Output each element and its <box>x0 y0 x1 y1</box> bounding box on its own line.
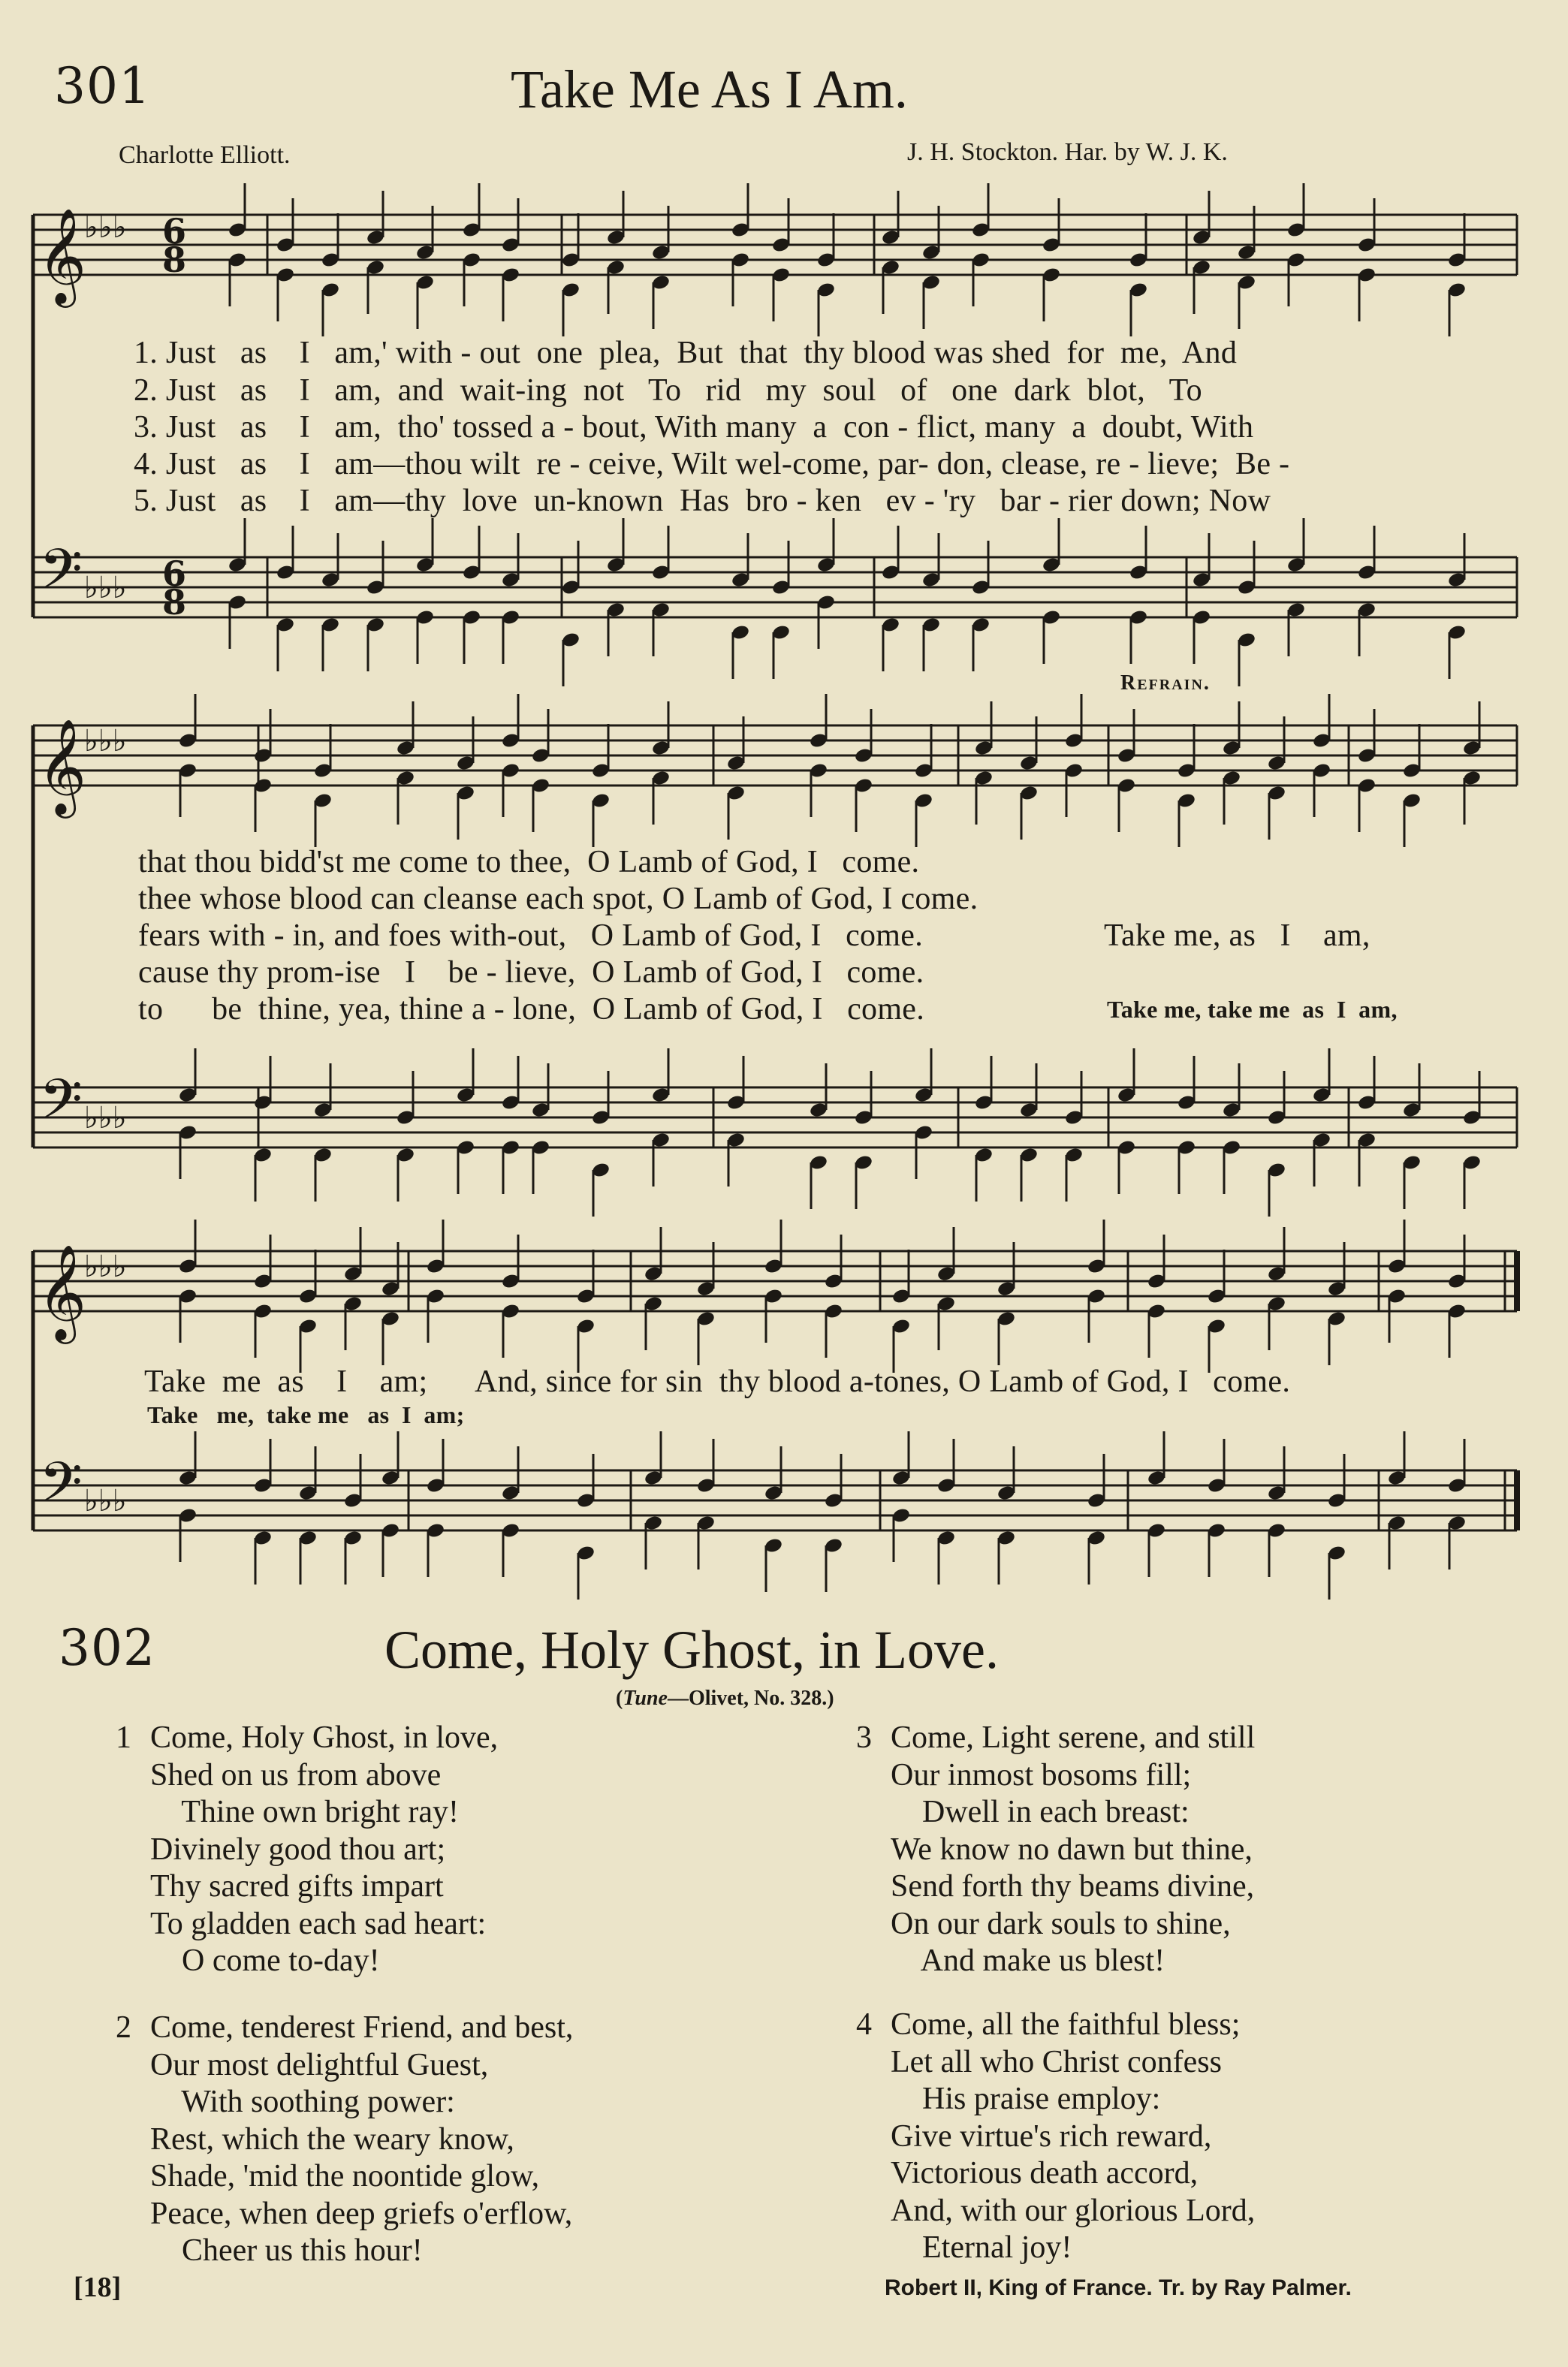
treble-clef-icon: 𝄞 <box>38 207 87 303</box>
stanza-line: Send forth thy beams divine, <box>891 1869 1255 1904</box>
stanza-line: Come, tenderest Friend, and best, <box>150 2010 574 2045</box>
hymn-302-tune-reference <box>616 1687 834 1711</box>
stanza-3 <box>856 1720 1256 1980</box>
hymn-301-music-credit: J. H. Stockton. Har. by W. J. K. <box>907 138 1228 166</box>
svg-text:♭♭♭: ♭♭♭ <box>84 210 127 245</box>
verse-2-line-system1: 2. Just as I am, and wait-ing not To rid my soul of one dark blot, To <box>134 373 1202 408</box>
svg-text:6: 6 <box>162 211 187 252</box>
verse-3-line-system2: fears with - in, and foes with-out, O Lamb of God, I come. <box>138 918 924 953</box>
stanza-number: 4 <box>856 2007 872 2042</box>
verse-5-line-system1: 5. Just as I am—thy love un-known Has bro - ken ev - 'ry bar - rier down; Now <box>134 484 1271 518</box>
hymn-301-number: 301 <box>54 57 151 115</box>
stanza-line: Let all who Christ confess <box>891 2044 1222 2079</box>
svg-text:♭♭♭: ♭♭♭ <box>84 1250 127 1284</box>
stanza-line: And, with our glorious Lord, <box>891 2193 1256 2228</box>
bass-clef-icon: 𝄢 <box>39 1450 83 1529</box>
hymn-301-title: Take Me As I Am. <box>511 59 908 119</box>
bass-clef-icon: 𝄢 <box>39 537 83 616</box>
stanza-number: 3 <box>856 1720 872 1755</box>
hymn-302-author-credit: Robert II, King of France. Tr. by Ray Palmer. <box>885 2275 1352 2300</box>
stanza-line: And make us blest! <box>891 1943 1165 1978</box>
stanza-4 <box>856 2007 1256 2267</box>
refrain-label: Refrain. <box>1120 671 1211 695</box>
verse-4-line-system2: cause thy prom-ise I be - lieve, O Lamb of God, I come. <box>138 955 924 990</box>
svg-text:♭♭♭: ♭♭♭ <box>84 571 127 605</box>
verse-1-line-system2: that thou bidd'st me come to thee, O Lamb of God, I come. <box>138 845 920 879</box>
stanza-line: Shade, 'mid the noontide glow, <box>150 2159 540 2194</box>
verse-5-line-system2: to be thine, yea, thine a - lone, O Lamb of God, I come. <box>138 992 925 1027</box>
tune-label: Tune <box>623 1687 668 1710</box>
stanza-number: 2 <box>116 2010 131 2045</box>
verse-2-line-system2: thee whose blood can cleanse each spot, O Lamb of God, I come. <box>138 882 978 916</box>
stanza-line: Eternal joy! <box>891 2230 1072 2265</box>
hymn-302-number: 302 <box>59 1619 155 1677</box>
svg-text:♭♭♭: ♭♭♭ <box>84 1484 127 1518</box>
stanza-line: With soothing power: <box>150 2085 455 2119</box>
stanza-line: Victorious death accord, <box>891 2156 1199 2191</box>
hymn-301-words-credit: Charlotte Elliott. <box>119 141 291 169</box>
stanza-line: Come, Light serene, and still <box>891 1720 1256 1755</box>
stanza-line: Give virtue's rich reward, <box>891 2118 1212 2154</box>
stanza-line: Our most delightful Guest, <box>150 2047 489 2082</box>
stanza-line: O come to-day! <box>150 1943 380 1978</box>
stanza-line: Come, all the faithful bless; <box>891 2007 1241 2042</box>
page-number: [18] <box>74 2272 122 2303</box>
stanza-line: Peace, when deep griefs o'erflow, <box>150 2196 573 2231</box>
hymn-302-title: Come, Holy Ghost, in Love. <box>384 1620 999 1680</box>
stanza-line: Divinely good thou art; <box>150 1832 446 1867</box>
verse-3-line-system1: 3. Just as I am, tho' tossed a - bout, With many a con - flict, many a doubt, With <box>134 410 1254 445</box>
bass-clef-icon: 𝄢 <box>39 1067 83 1146</box>
refrain-line-bass-system2: Take me, take me as I am, <box>1107 996 1398 1023</box>
stanza-line: Cheer us this hour! <box>150 2233 423 2268</box>
svg-text:8: 8 <box>162 240 187 280</box>
stanza-1 <box>116 1720 499 1980</box>
stanza-line: His praise employ: <box>891 2082 1161 2116</box>
svg-text:6: 6 <box>162 553 187 594</box>
stanza-line: We know no dawn but thine, <box>891 1832 1253 1867</box>
stanza-line: Dwell in each breast: <box>891 1795 1190 1829</box>
svg-text:♭♭♭: ♭♭♭ <box>84 1101 127 1135</box>
verse-1-line-system1: 1. Just as I am,' with - out one plea, But that thy blood was shed for me, And <box>134 336 1238 370</box>
tune-ref-open: ( <box>616 1687 623 1710</box>
stanza-line: Shed on us from above <box>150 1757 442 1793</box>
stanza-line: Thine own bright ray! <box>150 1795 459 1829</box>
refrain-line-system3: Take me as I am; And, since for sin thy blood a-tones, O Lamb of God, I come. <box>144 1364 1291 1399</box>
stanza-line: Come, Holy Ghost, in love, <box>150 1720 499 1755</box>
refrain-line-soprano-system2: Take me, as I am, <box>1104 918 1370 953</box>
stanza-2 <box>116 2010 574 2270</box>
stanza-line: Rest, which the weary know, <box>150 2121 514 2157</box>
stanza-number: 1 <box>116 1720 131 1755</box>
verse-4-line-system1: 4. Just as I am—thou wilt re - ceive, Wilt wel-come, par- don, clease, re - lieve; Be - <box>134 447 1290 481</box>
treble-clef-icon: 𝄞 <box>38 718 87 814</box>
treble-clef-icon: 𝄞 <box>38 1244 87 1340</box>
system2-bass-staff <box>33 1087 1517 1147</box>
stanza-line: On our dark souls to shine, <box>891 1906 1231 1941</box>
refrain-bass-line-system3: Take me, take me as I am; <box>147 1401 465 1428</box>
tune-ref-rest: —Olivet, No. 328.) <box>667 1687 834 1710</box>
svg-text:8: 8 <box>162 582 187 623</box>
stanza-line: Our inmost bosoms fill; <box>891 1757 1192 1793</box>
stanza-line: Thy sacred gifts impart <box>150 1869 444 1904</box>
stanza-line: To gladden each sad heart: <box>150 1906 487 1941</box>
system3-bass-staff <box>33 1470 1517 1530</box>
svg-text:♭♭♭: ♭♭♭ <box>84 724 127 758</box>
